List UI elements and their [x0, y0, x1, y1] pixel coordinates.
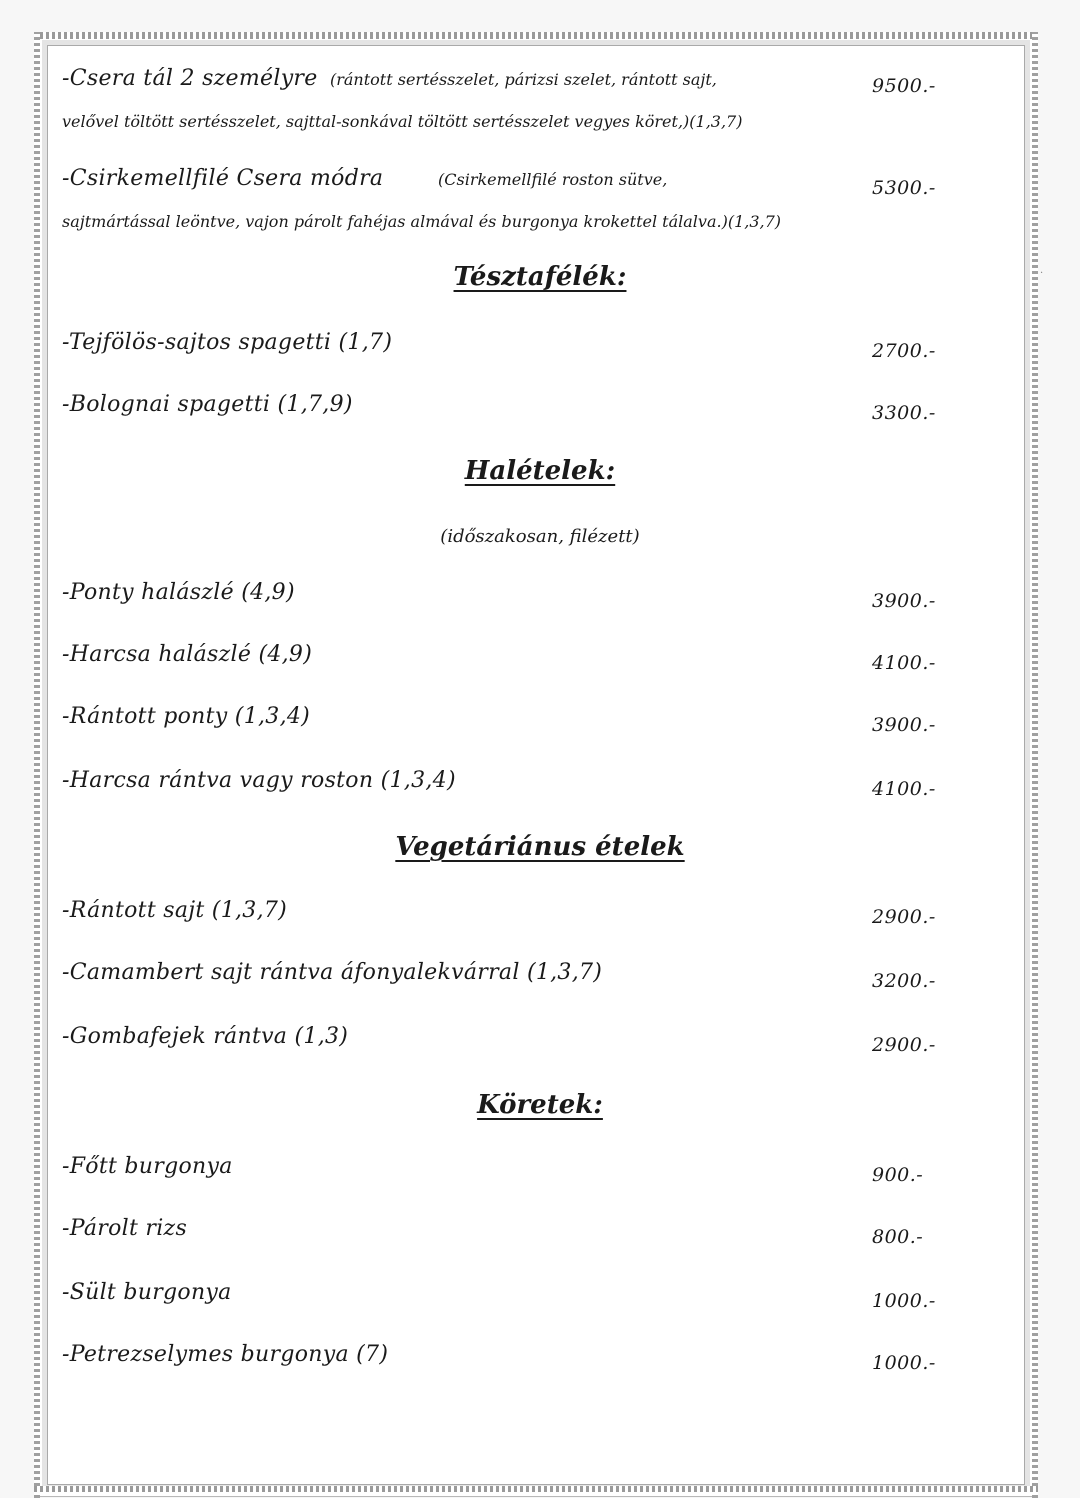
menu-item-description: (Csirkemellfilé roston sütve, — [438, 170, 668, 189]
menu-item-price: 3900.- — [872, 714, 936, 736]
menu-item-name: -Ponty halászlé (4,9) — [62, 580, 295, 605]
menu-item-name: -Rántott sajt (1,3,7) — [62, 898, 288, 923]
menu-item-price: 2700.- — [872, 340, 936, 362]
menu-item-name: -Harcsa rántva vagy roston (1,3,4) — [62, 768, 456, 793]
section-heading-pasta: Tésztafélék: — [453, 262, 627, 292]
menu-item-price: 2900.- — [872, 906, 936, 928]
section-note: (időszakosan, filézett) — [440, 526, 640, 547]
decorative-border-top — [34, 32, 1038, 39]
menu-item-name: -Harcsa halászlé (4,9) — [62, 642, 313, 667]
menu-item-price: 4100.- — [872, 652, 936, 674]
menu-item-price: 3900.- — [872, 590, 936, 612]
menu-item-name: -Főtt burgonya — [62, 1154, 233, 1179]
section-heading-fish: Halételek: — [464, 456, 616, 486]
section-heading-sides: Köretek: — [477, 1090, 603, 1120]
menu-item-price: 4100.- — [872, 778, 936, 800]
menu-item-price: 1000.- — [872, 1352, 936, 1374]
menu-item-price: 800.- — [872, 1226, 924, 1248]
menu-item-price: 3200.- — [872, 970, 936, 992]
menu-item-name: -Párolt rizs — [62, 1216, 188, 1241]
decorative-border-bottom — [34, 1486, 1038, 1492]
menu-item-name: -Bolognai spagetti (1,7,9) — [62, 392, 353, 417]
menu-item-name: -Gombafejek rántva (1,3) — [62, 1024, 349, 1049]
menu-item-description: (rántott sertésszelet, párizsi szelet, rántott sajt, — [330, 70, 717, 89]
menu-item-name: -Rántott ponty (1,3,4) — [62, 704, 311, 729]
scan-speck: · — [1040, 268, 1044, 279]
menu-item-name: -Tejfölös-sajtos spagetti (1,7) — [62, 330, 393, 355]
menu-item-price: 900.- — [872, 1164, 924, 1186]
section-heading-vegetarian: Vegetáriánus ételek — [395, 832, 685, 862]
menu-item-name: -Csirkemellfilé Csera módra — [62, 166, 384, 191]
decorative-border-left — [34, 32, 40, 1498]
menu-item-price: 1000.- — [872, 1290, 936, 1312]
menu-item-name: -Camambert sajt rántva áfonyalekvárral (1,3,7) — [62, 960, 603, 985]
menu-page — [36, 34, 1036, 1496]
menu-item-description: sajtmártással leöntve, vajon párolt fahéjas almával és burgonya krokettel tálalva.)(1,3,7) — [62, 212, 782, 231]
decorative-border-right — [1032, 32, 1038, 1498]
menu-item-description: velővel töltött sertésszelet, sajttal-sonkával töltött sertésszelet vegyes köret,)(1,3,7) — [62, 112, 743, 131]
menu-item-price: 5300.- — [872, 177, 936, 199]
menu-item-name: -Csera tál 2 személyre — [62, 66, 318, 91]
menu-item-name: -Sült burgonya — [62, 1280, 232, 1305]
menu-item-price: 9500.- — [872, 75, 936, 97]
menu-item-price: 3300.- — [872, 402, 936, 424]
menu-item-price: 2900.- — [872, 1034, 936, 1056]
menu-item-name: -Petrezselymes burgonya (7) — [62, 1342, 389, 1367]
